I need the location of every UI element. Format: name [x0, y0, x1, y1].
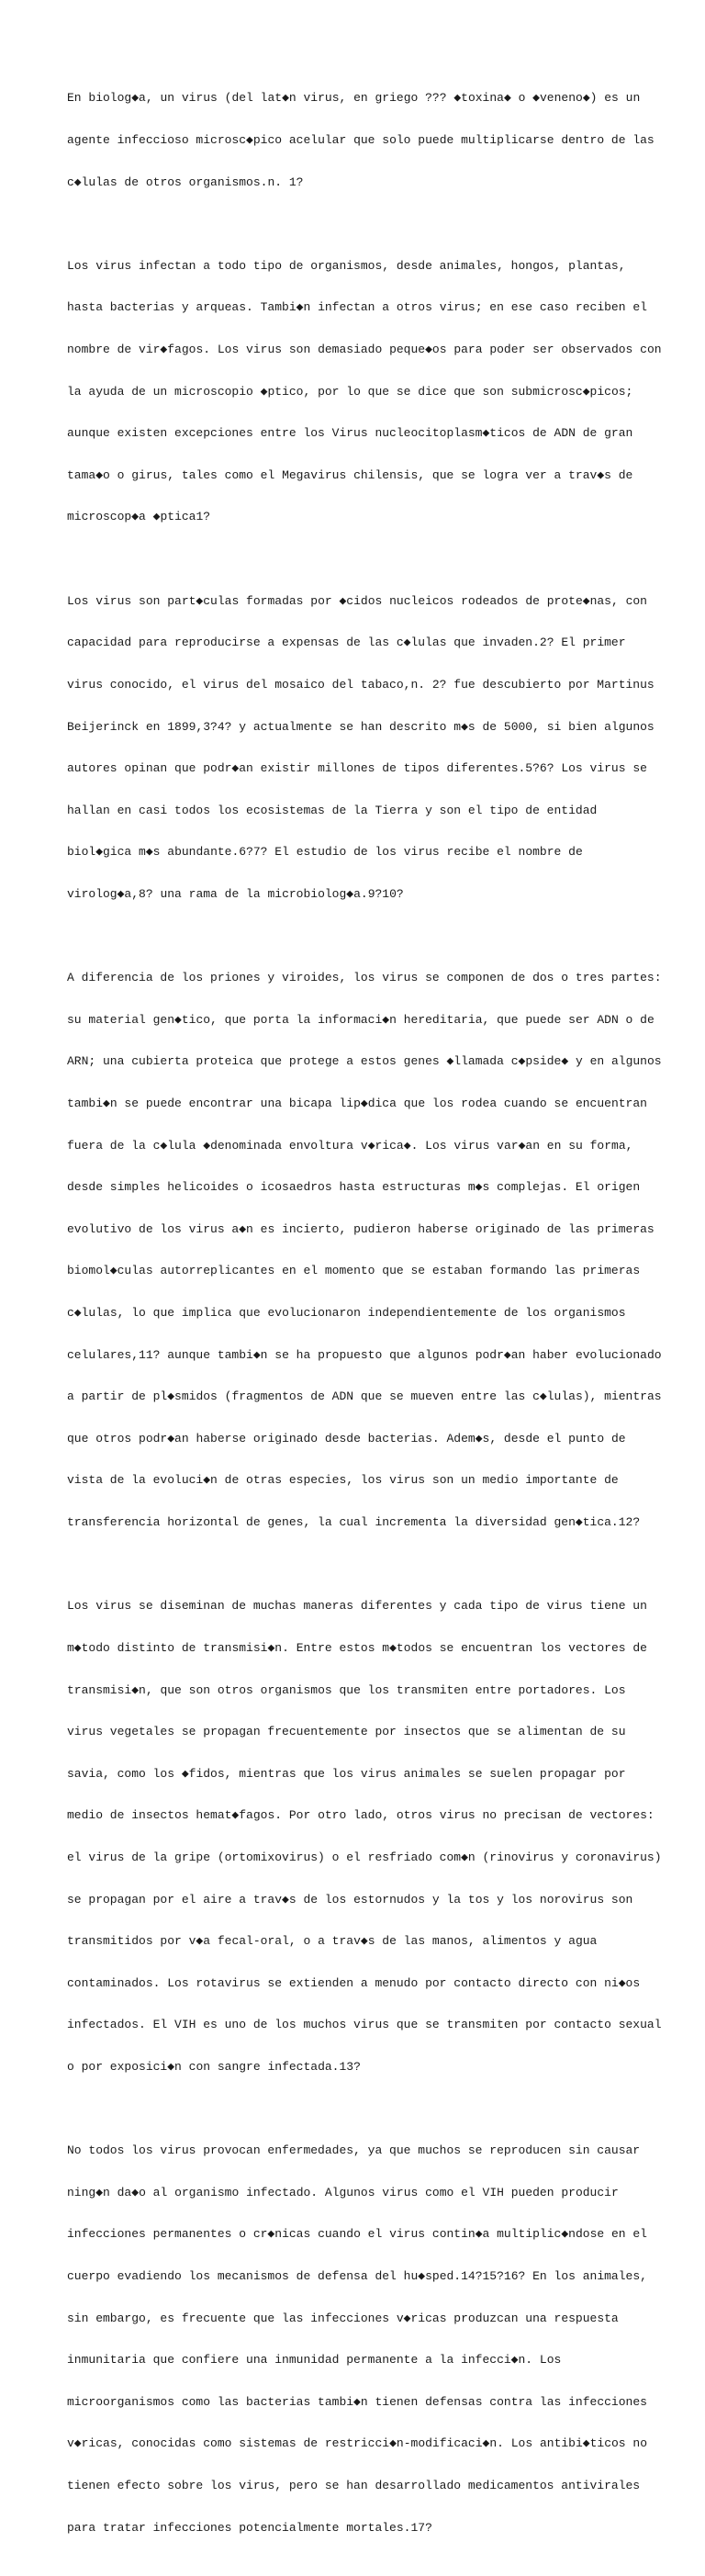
- paragraph-3: [67, 566, 691, 928]
- text-line: contaminados. Los rotavirus se extienden a menudo por contacto directo con ni◆os: [67, 1975, 641, 1990]
- text-line: la ayuda de un microscopio ◆ptico, por lo que se dice que son submicrosc◆picos;: [67, 384, 633, 399]
- text-line: autores opinan que podr◆an existir millones de tipos diferentes.5?6? Los virus se: [67, 761, 647, 776]
- text-line: agente infeccioso microsc◆pico acelular que solo puede multiplicarse dentro de las: [67, 133, 655, 148]
- text-line: biol◆gica m◆s abundante.6?7? El estudio de los virus recibe el nombre de: [67, 845, 583, 860]
- text-line: inmunitaria que confiere una inmunidad permanente a la infecci◆n. Los: [67, 2353, 562, 2368]
- paragraph-2: [67, 231, 691, 552]
- text-line: tienen efecto sobre los virus, pero se han desarrollado medicamentos antivirales: [67, 2479, 641, 2493]
- text-line: celulares,11? aunque tambi◆n se ha propuesto que algunos podr◆an haber evolucionado: [67, 1347, 662, 1362]
- text-line: vista de la evoluci◆n de otras especies, los virus son un medio importante de: [67, 1473, 619, 1488]
- text-line: infectados. El VIH es uno de los muchos virus que se transmiten por contacto sexual: [67, 2018, 662, 2032]
- text-line: virolog◆a,8? una rama de la microbiolog◆a.9?10?: [67, 886, 404, 901]
- text-line: A diferencia de los priones y viroides, los virus se componen de dos o tres partes:: [67, 971, 662, 985]
- text-line: ning◆n da◆o al organismo infectado. Algunos virus como el VIH pueden producir: [67, 2185, 619, 2199]
- text-line: biomol◆culas autorreplicantes en el momento que se estaban formando las primeras: [67, 1264, 641, 1278]
- text-line: transmitidos por v◆a fecal-oral, o a trav◆s de las manos, alimentos y agua: [67, 1934, 598, 1949]
- text-line: capacidad para reproducirse a expensas de las c◆lulas que invaden.2? El primer: [67, 636, 626, 650]
- text-line: se propagan por el aire a trav◆s de los estornudos y la tos y los norovirus son: [67, 1892, 633, 1907]
- text-line: c◆lulas, lo que implica que evolucionaron independientemente de los organismos: [67, 1306, 626, 1321]
- text-line: v◆ricas, conocidas como sistemas de restricci◆n-modificaci◆n. Los antibi◆ticos no: [67, 2436, 648, 2451]
- text-line: el virus de la gripe (ortomixovirus) o el resfriado com◆n (rinovirus y coronavirus): [67, 1850, 662, 1864]
- text-line: En biolog◆a, un virus (del lat◆n virus, en griego ??? ◆toxina◆ o ◆veneno◆) es un: [67, 91, 641, 106]
- text-line: m◆todo distinto de transmisi◆n. Entre estos m◆todos se encuentran los vectores de: [67, 1640, 647, 1655]
- text-line: transmisi◆n, que son otros organismos que los transmiten entre portadores. Los: [67, 1682, 626, 1697]
- text-line: Los virus se diseminan de muchas maneras diferentes y cada tipo de virus tiene un: [67, 1599, 647, 1614]
- text-line: microscop◆a ◆ptica1?: [67, 510, 211, 524]
- text-line: infecciones permanentes o cr◆nicas cuando el virus contin◆a multiplic◆ndose en el: [67, 2227, 647, 2242]
- text-line: desde simples helicoides o icosaedros hasta estructuras m◆s complejas. El origen: [67, 1180, 641, 1195]
- paragraph-1: [67, 63, 691, 217]
- text-line: virus vegetales se propagan frecuentemente por insectos que se alimentan de su: [67, 1725, 626, 1739]
- paragraph-5: [67, 1571, 691, 2102]
- text-line: Los virus son part◆culas formadas por ◆cidos nucleicos rodeados de prote◆nas, con: [67, 593, 647, 608]
- text-line: su material gen◆tico, que porta la informaci◆n hereditaria, que puede ser ADN o de: [67, 1012, 655, 1027]
- text-line: a partir de pl◆smidos (fragmentos de ADN que se mueven entre las c◆lulas), mientras: [67, 1389, 662, 1404]
- text-line: evolutivo de los virus a◆n es incierto, pudieron haberse originado de las primeras: [67, 1221, 655, 1236]
- text-line: aunque existen excepciones entre los Virus nucleocitoplasm◆ticos de ADN de gran: [67, 426, 633, 441]
- document-body: [67, 63, 691, 2576]
- paragraph-4: [67, 943, 691, 1558]
- text-line: No todos los virus provocan enfermedades, ya que muchos se reproducen sin causar: [67, 2143, 641, 2158]
- text-line: Los virus infectan a todo tipo de organismos, desde animales, hongos, plantas,: [67, 258, 626, 273]
- text-line: hasta bacterias y arqueas. Tambi◆n infectan a otros virus; en ese caso reciben el: [67, 300, 647, 315]
- text-line: hallan en casi todos los ecosistemas de la Tierra y son el tipo de entidad: [67, 803, 598, 817]
- text-line: cuerpo evadiendo los mecanismos de defensa del hu◆sped.14?15?16? En los animales,: [67, 2269, 647, 2284]
- text-line: medio de insectos hemat◆fagos. Por otro lado, otros virus no precisan de vectores:: [67, 1808, 655, 1823]
- text-line: transferencia horizontal de genes, la cual incrementa la diversidad gen◆tica.12?: [67, 1515, 641, 1530]
- paragraph-6: [67, 2116, 691, 2563]
- text-line: o por exposici◆n con sangre infectada.13?: [67, 2059, 361, 2074]
- text-line: sin embargo, es frecuente que las infecciones v◆ricas produzcan una respuesta: [67, 2311, 619, 2325]
- text-line: fuera de la c◆lula ◆denominada envoltura v◆rica◆. Los virus var◆an en su forma,: [67, 1138, 633, 1153]
- text-line: para tratar infecciones potencialmente mortales.17?: [67, 2520, 432, 2535]
- text-line: Beijerinck en 1899,3?4? y actualmente se han descrito m◆s de 5000, si bien algunos: [67, 719, 655, 734]
- text-line: virus conocido, el virus del mosaico del tabaco,n. 2? fue descubierto por Martinus: [67, 677, 655, 692]
- text-line: que otros podr◆an haberse originado desde bacterias. Adem◆s, desde el punto de: [67, 1431, 626, 1445]
- text-line: c◆lulas de otros organismos.n. 1?: [67, 174, 304, 189]
- text-line: savia, como los ◆fidos, mientras que los virus animales se suelen propagar por: [67, 1766, 626, 1781]
- text-line: tambi◆n se puede encontrar una bicapa lip◆dica que los rodea cuando se encuentran: [67, 1096, 647, 1110]
- text-line: nombre de vir◆fagos. Los virus son demasiado peque◆os para poder ser observados con: [67, 343, 662, 357]
- text-line: ARN; una cubierta proteica que protege a estos genes ◆llamada c◆pside◆ y en algunos: [67, 1054, 662, 1069]
- text-line: microorganismos como las bacterias tambi◆n tienen defensas contra las infecciones: [67, 2394, 647, 2409]
- text-line: tama◆o o girus, tales como el Megavirus chilensis, que se logra ver a trav◆s de: [67, 467, 633, 482]
